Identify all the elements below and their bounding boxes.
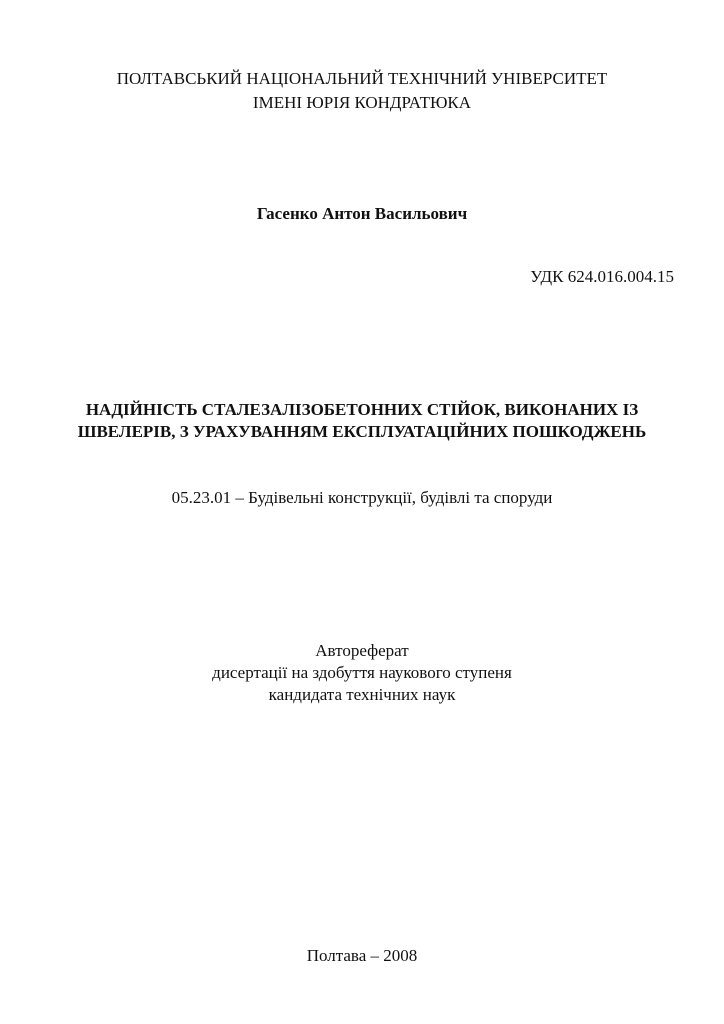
university-name-line2: ІМЕНІ ЮРІЯ КОНДРАТЮКА: [252, 93, 472, 112]
university-name-line1: ПОЛТАВСЬКИЙ НАЦІОНАЛЬНИЙ ТЕХНІЧНИЙ УНІВЕРСИТЕТ: [116, 69, 608, 88]
udc-code: УДК 624.016.004.15: [530, 267, 674, 286]
abstract-candidate-line: кандидата технічних наук: [268, 685, 456, 704]
author-name: Гасенко Антон Васильович: [256, 204, 468, 223]
specialty: 05.23.01 – Будівельні конструкції, будівлі та споруди: [171, 488, 553, 507]
abstract-label: Автореферат: [315, 641, 409, 660]
city-year: Полтава – 2008: [306, 946, 418, 965]
dissertation-title-line2: ШВЕЛЕРІВ, З УРАХУВАННЯМ ЕКСПЛУАТАЦІЙНИХ ПОШКОДЖЕНЬ: [77, 422, 647, 441]
abstract-degree-line: дисертації на здобуття наукового ступеня: [212, 663, 512, 682]
dissertation-title-line1: НАДІЙНІСТЬ СТАЛЕЗАЛІЗОБЕТОННИХ СТІЙОК, ВИКОНАНИХ ІЗ: [85, 400, 639, 419]
